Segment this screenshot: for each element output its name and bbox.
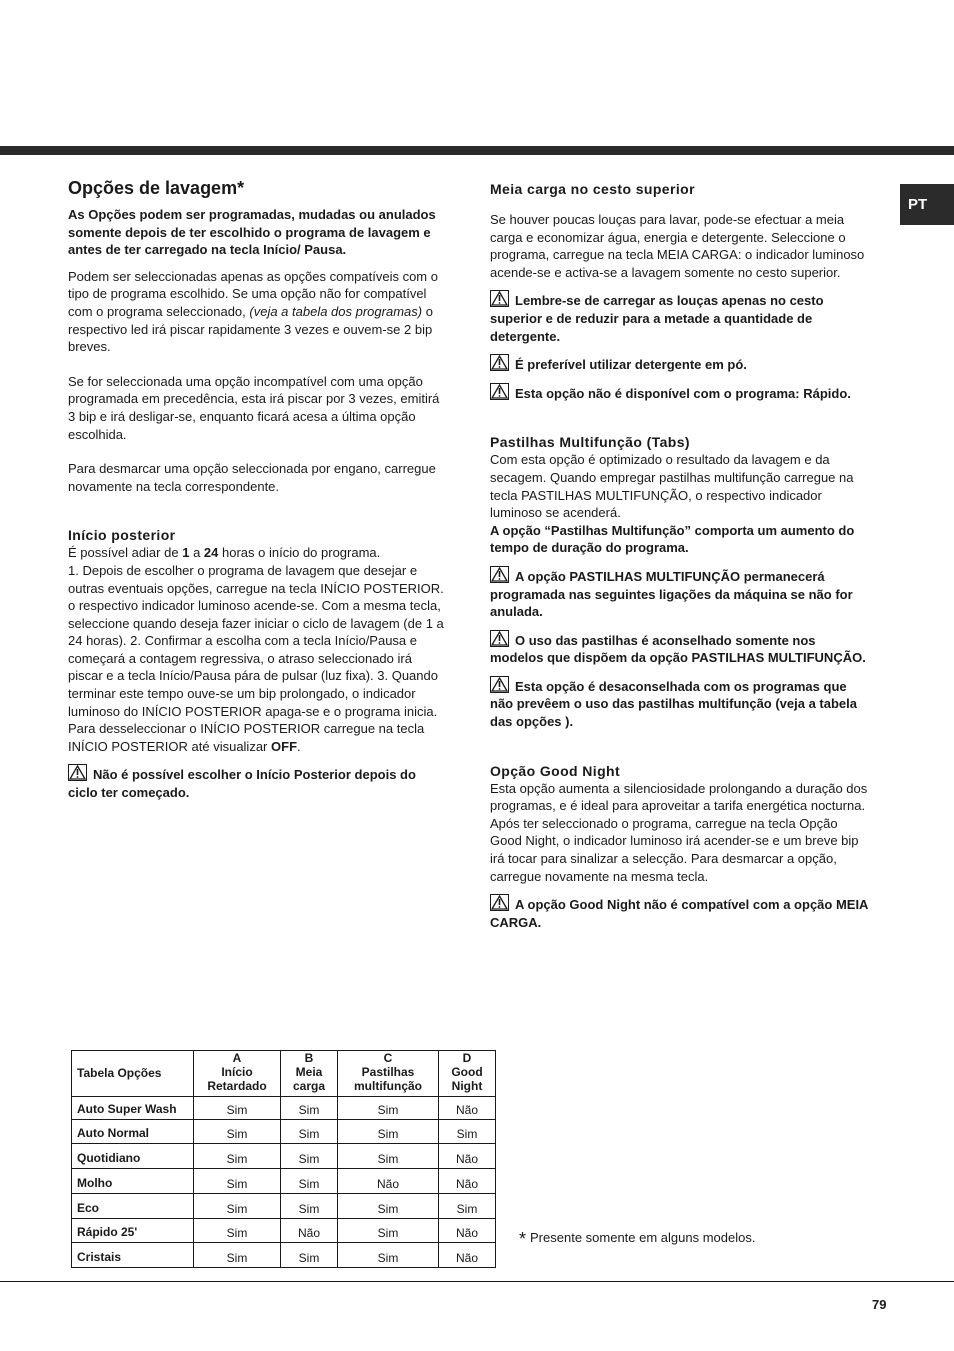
table-cell: Sim <box>194 1193 281 1218</box>
warning-icon <box>68 764 87 781</box>
table-row <box>72 1218 496 1243</box>
column-letter: A <box>194 1051 281 1066</box>
inicio-intro: É possível adiar de 1 a 24 horas o início do programa. <box>68 545 381 561</box>
row-name: Rápido 25' <box>72 1218 194 1243</box>
table-cell: Sim <box>338 1096 439 1119</box>
table-cell: Sim <box>338 1144 439 1169</box>
section-title-inicio: Início posterior <box>68 527 176 544</box>
table-cell: Sim <box>194 1119 281 1144</box>
warning-icon <box>490 566 509 583</box>
warning-inicio: Não é possível escolher o Início Posterior depois do ciclo ter começado. <box>68 764 448 801</box>
warning-good-night: A opção Good Night não é compatível com a opção MEIA CARGA. <box>490 894 872 931</box>
row-name: Cristais <box>72 1243 194 1268</box>
table-caption: Tabela Opções <box>72 1051 194 1097</box>
left-column <box>68 176 448 802</box>
column-header: Good Night <box>439 1065 496 1096</box>
table-cell: Não <box>281 1218 338 1243</box>
column-letter: D <box>439 1051 496 1066</box>
incompat-paragraph: Se for seleccionada uma opção incompatível com uma opção programada em precedência, esta irá piscar por 3 vezes, emitirá 3 bip e irá desligar-se, enquanto ficará acesa a última opção escolhida. <box>68 373 440 442</box>
table-cell: Sim <box>281 1096 338 1119</box>
table-cell: Sim <box>194 1144 281 1169</box>
table-letter-row <box>72 1051 496 1066</box>
deselect-paragraph: Para desmarcar uma opção seleccionada por engano, carregue novamente na tecla correspondente. <box>68 461 436 494</box>
table-row <box>72 1144 496 1169</box>
table-cell: Sim <box>194 1218 281 1243</box>
table-cell: Sim <box>194 1096 281 1119</box>
column-header: Meia carga <box>281 1065 338 1096</box>
footnote-star: * <box>519 1229 527 1249</box>
table-cell: Sim <box>338 1193 439 1218</box>
table-cell: Não <box>338 1169 439 1194</box>
warning-meia-2: É preferível utilizar detergente em pó. <box>490 354 872 374</box>
row-name: Molho <box>72 1169 194 1194</box>
row-name: Auto Normal <box>72 1119 194 1144</box>
options-table <box>71 1050 496 1268</box>
footer-rule <box>0 1281 954 1282</box>
section-title-good-night: Opção Good Night <box>490 762 621 779</box>
table-row <box>72 1243 496 1268</box>
header-bar <box>0 146 954 155</box>
table-cell: Sim <box>439 1193 496 1218</box>
warning-tabs-3: Esta opção é desaconselhada com os programas que não prevêem o uso das pastilhas multifunção (veja a tabela das opções ). <box>490 676 872 731</box>
warning-icon <box>490 894 509 911</box>
table-cell: Sim <box>338 1243 439 1268</box>
table-cell: Sim <box>338 1119 439 1144</box>
table-row <box>72 1096 496 1119</box>
row-name: Quotidiano <box>72 1144 194 1169</box>
warning-icon <box>490 676 509 693</box>
table-cell: Sim <box>338 1218 439 1243</box>
warning-icon <box>490 290 509 307</box>
column-letter: B <box>281 1051 338 1066</box>
tabs-bold-note: A opção “Pastilhas Multifunção” comporta um aumento do tempo de duração do programa. <box>490 522 855 556</box>
table-cell: Sim <box>194 1169 281 1194</box>
meia-carga-paragraph: Se houver poucas louças para lavar, pode-se efectuar a meia carga e economizar água, energia e detergente. Seleccione o programa, carregue na tecla MEIA CARGA: o indicador luminoso acende-se e activa-se a lavagem somente no cesto superior. <box>490 212 865 280</box>
table-cell: Não <box>439 1218 496 1243</box>
table-cell: Sim <box>281 1193 338 1218</box>
section-title-tabs: Pastilhas Multifunção (Tabs) <box>490 434 690 451</box>
table-cell: Sim <box>439 1119 496 1144</box>
warning-icon <box>490 630 509 647</box>
table-cell: Sim <box>194 1243 281 1268</box>
section-title-meia-carga: Meia carga no cesto superior <box>490 181 695 197</box>
table-cell: Sim <box>281 1119 338 1144</box>
table-row <box>72 1193 496 1218</box>
right-column <box>490 176 872 931</box>
table-cell: Sim <box>281 1144 338 1169</box>
table-row <box>72 1169 496 1194</box>
compat-paragraph: Podem ser seleccionadas apenas as opções compatíveis com o tipo de programa escolhido. Se uma opção não for compatível com o programa seleccionado, (veja a tabela dos programas) o respectivo led irá piscar rapidamente 3 vezes e ouvem-se 2 bip breves. <box>68 268 438 355</box>
footnote-text: Presente somente em alguns modelos. <box>530 1230 756 1245</box>
footnote <box>519 1229 755 1250</box>
intro-paragraph: As Opções podem ser programadas, mudadas ou anulados somente depois de ter escolhido o programa de lavagem e antes de ter carregado na tecla Início/ Pausa. <box>68 207 436 258</box>
inicio-deselect: Para desseleccionar o INÍCIO POSTERIOR carregue na tecla INÍCIO POSTERIOR até visualizar OFF. <box>68 721 425 754</box>
warning-meia-1: Lembre-se de carregar as louças apenas no cesto superior e de reduzir para a metade a quantidade de detergente. <box>490 290 872 345</box>
column-letter: C <box>338 1051 439 1066</box>
table-cell: Não <box>439 1243 496 1268</box>
warning-icon <box>490 383 509 400</box>
warning-meia-3: Esta opção não é disponível com o programa: Rápido. <box>490 383 872 403</box>
table-cell: Não <box>439 1096 496 1119</box>
table-cell: Não <box>439 1169 496 1194</box>
warning-tabs-2: O uso das pastilhas é aconselhado somente nos modelos que dispõem da opção PASTILHAS MULTIFUNÇÃO. <box>490 630 872 667</box>
table-row <box>72 1119 496 1144</box>
warning-icon <box>490 354 509 371</box>
column-header: Início Retardado <box>194 1065 281 1096</box>
inicio-steps: 1. Depois de escolher o programa de lavagem que desejar e outras eventuais opções, carregue na tecla INÍCIO POSTERIOR. o respectivo indicador luminoso acende-se. Com a mesma tecla, seleccione quando deseja fazer iniciar o ciclo de lavagem (de 1 a 24 horas). 2. Confirmar a escolha com a tecla Início/Pausa e começará a contagem regressiva, o atraso seleccionado irá piscar e a tecla Início/Pausa pára de pulsar (luz fixa). 3. Quando terminar este tempo ouve-se um bip prolongado, o indicador luminoso do INÍCIO POSTERIOR apaga-se e o programa inicia. <box>68 562 444 719</box>
table-cell: Não <box>439 1144 496 1169</box>
table-cell: Sim <box>281 1243 338 1268</box>
good-night-paragraph: Esta opção aumenta a silenciosidade prolongando a duração dos programas, e é ideal para aproveitar a tarifa energética nocturna. Após ter seleccionado o programa, carregue na tecla Opção Good Night, o indicador luminoso irá acender-se e um breve bip irá tocar para sinalizar a selecção. Para desmarcar a opção, carregue novamente na mesma tecla. <box>490 780 868 884</box>
column-header: Pastilhas multifunção <box>338 1065 439 1096</box>
tabs-paragraph: Com esta opção é optimizado o resultado da lavagem e da secagem. Quando empregar pastilhas multifunção carregue na tecla PASTILHAS MULTIFUNÇÃO, o respectivo indicador luminoso se acenderá. <box>490 452 854 521</box>
page-title: Opções de lavagem* <box>68 178 245 198</box>
row-name: Eco <box>72 1193 194 1218</box>
language-tab: PT <box>900 184 954 225</box>
page-number: 79 <box>872 1297 887 1312</box>
row-name: Auto Super Wash <box>72 1096 194 1119</box>
table-cell: Sim <box>281 1169 338 1194</box>
warning-tabs-1: A opção PASTILHAS MULTIFUNÇÃO permanecerá programada nas seguintes ligações da máquina se não for anulada. <box>490 566 872 621</box>
